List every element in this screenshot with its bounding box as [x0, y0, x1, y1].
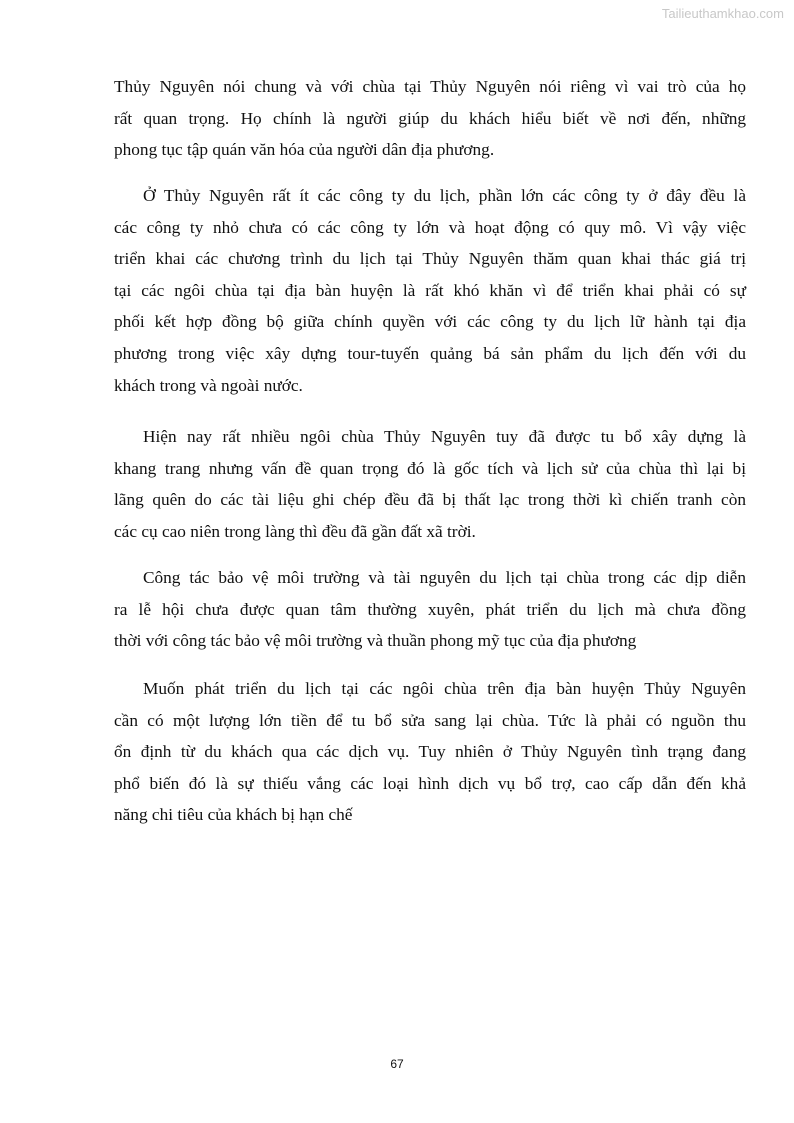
text-line: khang trang nhưng vấn đề quan trọng đó là gốc tích và lịch sử của chùa thì lại bị [114, 458, 746, 478]
paragraph-3 [114, 421, 746, 547]
paragraph-2 [114, 180, 746, 401]
text-line: năng chi tiêu của khách bị hạn chế [114, 805, 353, 825]
text-line: Ở Thủy Nguyên rất ít các công ty du lịch, phần lớn các công ty ở đây đều là [143, 186, 746, 205]
watermark: Tailieuthamkhao.com [661, 6, 784, 21]
text-line: thời với công tác bảo vệ môi trường và thuần phong mỹ tục của địa phương [114, 631, 637, 651]
text-line: tại các ngôi chùa tại địa bàn huyện là rất khó khăn vì để triển khai phải có sự [114, 280, 746, 300]
text-line: ra lễ hội chưa được quan tâm thường xuyên, phát triển du lịch mà chưa đồng [114, 599, 746, 619]
text-line: Thủy Nguyên nói chung và với chùa tại Thủy Nguyên nói riêng vì vai trò của họ [114, 77, 746, 96]
text-line: Hiện nay rất nhiều ngôi chùa Thủy Nguyên tuy đã được tu bổ xây dựng là [143, 427, 746, 446]
text-line: triển khai các chương trình du lịch tại Thủy Nguyên thăm quan khai thác giá trị [114, 249, 746, 269]
text-line: lãng quên do các tài liệu ghi chép đều đã bị thất lạc trong thời kì chiến tranh còn [114, 490, 746, 510]
paragraph-5 [114, 673, 746, 831]
text-line: Công tác bảo vệ môi trường và tài nguyên du lịch tại chùa trong các dịp diễn [143, 568, 746, 587]
text-line: ổn định từ du khách qua các dịch vụ. Tuy nhiên ở Thủy Nguyên tình trạng đang [114, 742, 746, 762]
text-line: phối kết hợp đồng bộ giữa chính quyền với các công ty du lịch lữ hành tại địa [114, 312, 746, 332]
text-line: phương trong việc xây dựng tour-tuyến quảng bá sản phẩm du lịch đến với du [114, 343, 746, 363]
paragraph-1 [114, 71, 746, 166]
text-line: phong tục tập quán văn hóa của người dân địa phương. [114, 140, 495, 160]
page-number: 67 [390, 1057, 404, 1071]
text-line: các cụ cao niên trong làng thì đều đã gần đất xã trời. [114, 521, 476, 541]
text-line: cần có một lượng lớn tiền để tu bổ sửa sang lại chùa. Tức là phải có nguồn thu [114, 710, 746, 730]
text-line: rất quan trọng. Họ chính là người giúp du khách hiểu biết về nơi đến, những [114, 108, 746, 128]
text-line: khách trong và ngoài nước. [114, 375, 303, 395]
paragraph-4 [114, 562, 746, 657]
text-line: Muốn phát triển du lịch tại các ngôi chùa trên địa bàn huyện Thủy Nguyên [143, 679, 746, 698]
text-line: phổ biến đó là sự thiếu vắng các loại hình dịch vụ bổ trợ, cao cấp dẫn đến khả [114, 773, 746, 793]
text-line: các công ty nhỏ chưa có các công ty lớn và hoạt động có quy mô. Vì vậy việc [114, 217, 746, 237]
